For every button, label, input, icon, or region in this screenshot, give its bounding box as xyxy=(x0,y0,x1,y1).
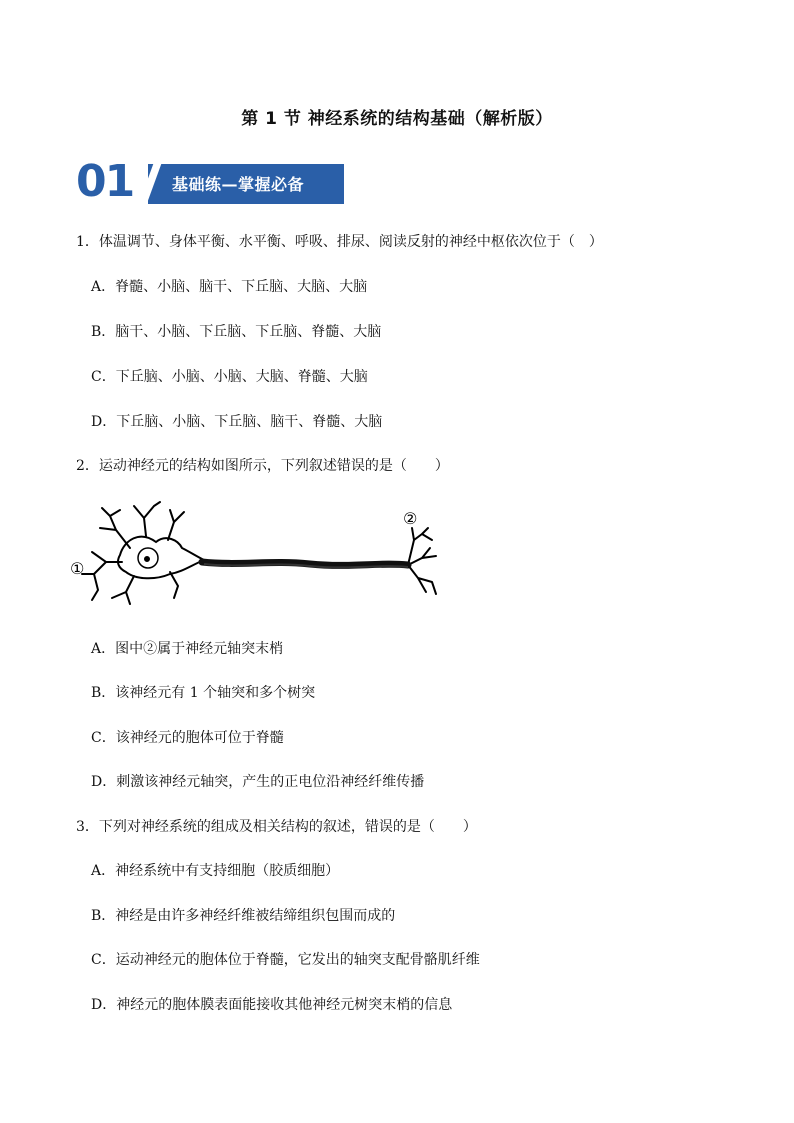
neuron-figure xyxy=(70,500,440,610)
page-title: 第 1 节 神经系统的结构基础（解析版） xyxy=(241,109,553,129)
question-2-option-a: A．图中②属于神经元轴突末梢 xyxy=(91,641,284,657)
question-2-option-c: C．该神经元的胞体可位于脊髓 xyxy=(91,730,284,746)
section-label: 基础练—掌握必备 xyxy=(172,175,305,194)
figure-label-1: ① xyxy=(70,559,85,578)
section-number: 01 xyxy=(76,156,134,207)
question-3-option-d: D．神经元的胞体膜表面能接收其他神经元树突末梢的信息 xyxy=(91,997,453,1013)
question-2-option-d: D．刺激该神经元轴突，产生的正电位沿神经纤维传播 xyxy=(91,774,425,790)
question-1-option-d: D．下丘脑、小脑、下丘脑、脑干、脊髓、大脑 xyxy=(91,414,383,430)
question-2-stem: 2．运动神经元的结构如图所示，下列叙述错误的是（ ） xyxy=(76,458,449,474)
section-banner xyxy=(76,156,344,207)
figure-label-2: ② xyxy=(403,509,418,528)
question-3-option-a: A．神经系统中有支持细胞（胶质细胞） xyxy=(91,863,340,879)
question-1-option-c: C．下丘脑、小脑、小脑、大脑、脊髓、大脑 xyxy=(91,369,368,385)
question-3-option-c: C．运动神经元的胞体位于脊髓，它发出的轴突支配骨骼肌纤维 xyxy=(91,952,480,968)
question-1-stem: 1．体温调节、身体平衡、水平衡、呼吸、排尿、阅读反射的神经中枢依次位于（ ） xyxy=(76,234,603,250)
question-3-stem: 3．下列对神经系统的组成及相关结构的叙述，错误的是（ ） xyxy=(76,819,477,835)
question-1-option-b: B．脑干、小脑、下丘脑、下丘脑、脊髓、大脑 xyxy=(91,324,382,340)
question-1-option-a: A．脊髓、小脑、脑干、下丘脑、大脑、大脑 xyxy=(91,279,368,295)
question-3-option-b: B．神经是由许多神经纤维被结缔组织包围而成的 xyxy=(91,908,396,924)
neuron-drawing xyxy=(82,502,436,604)
question-2-option-b: B．该神经元有 1 个轴突和多个树突 xyxy=(91,685,316,701)
